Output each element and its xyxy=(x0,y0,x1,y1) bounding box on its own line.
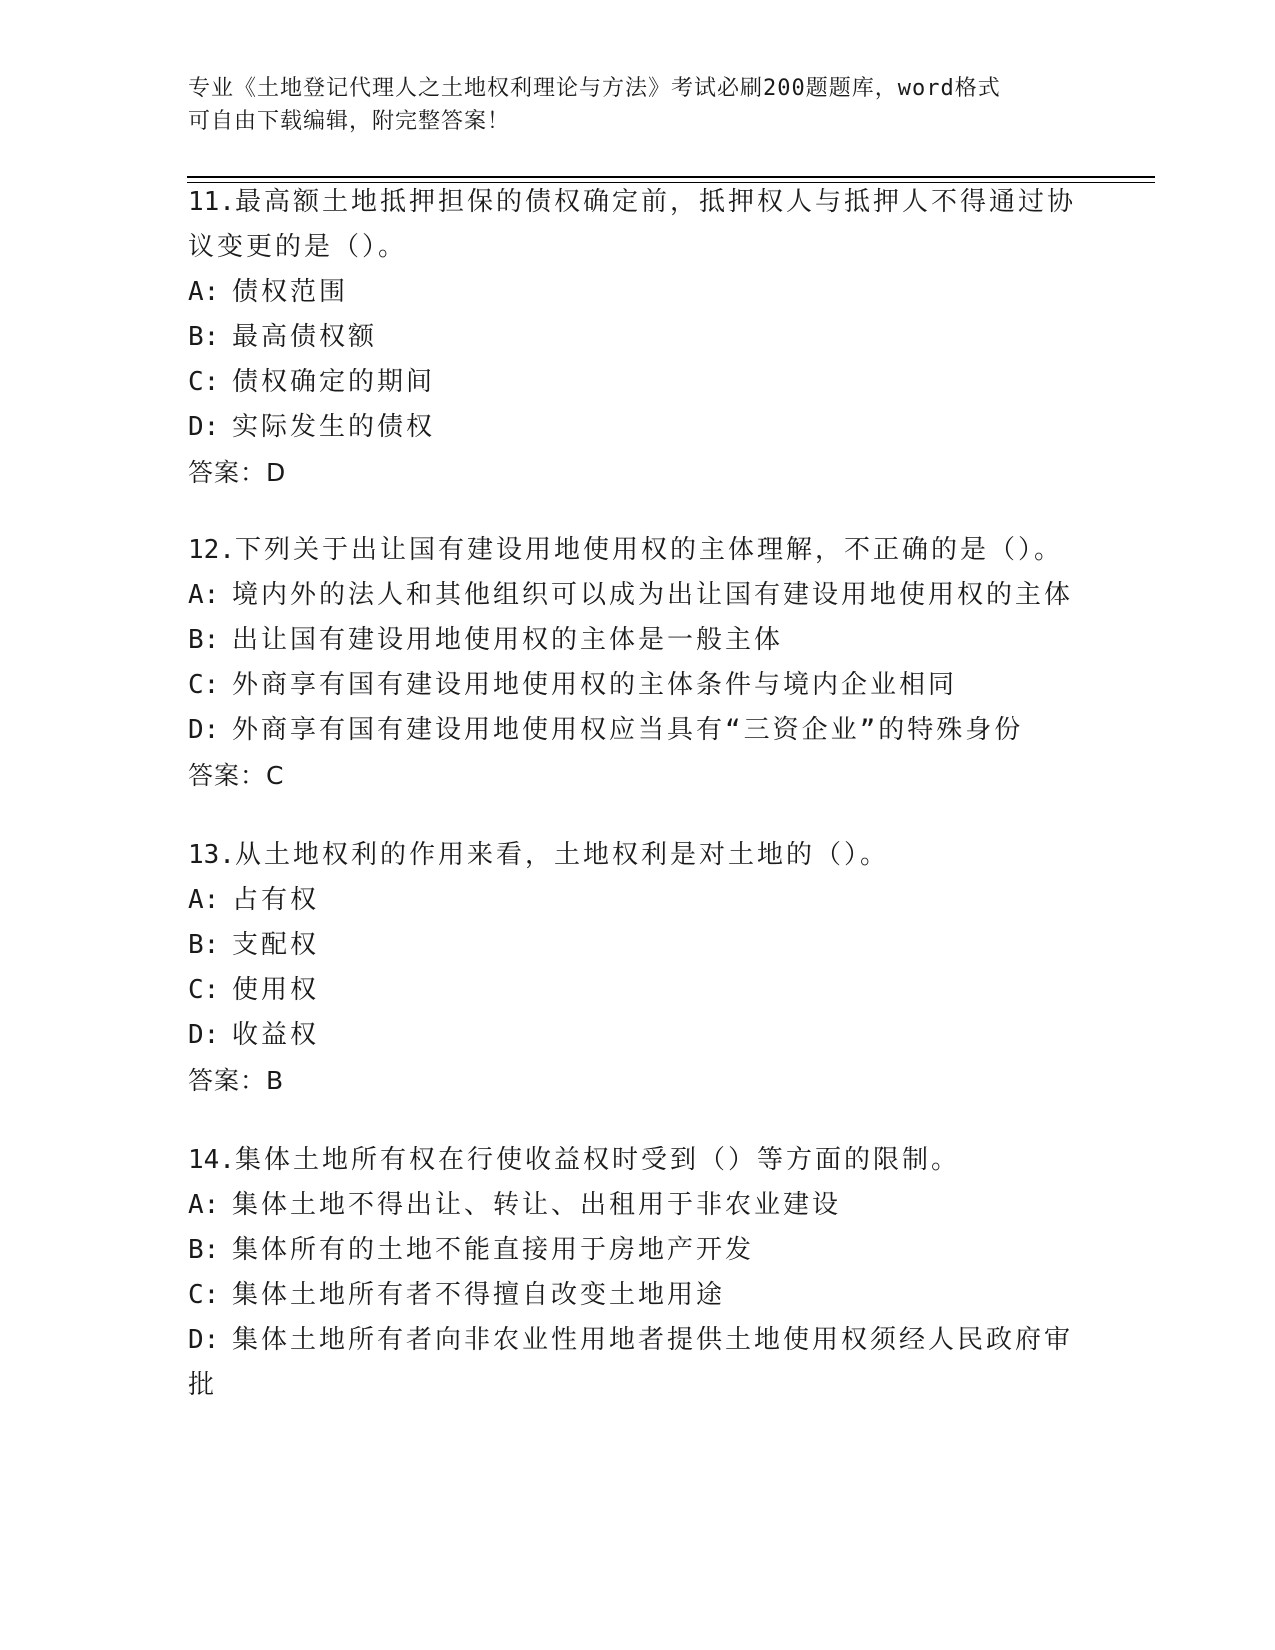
option-b xyxy=(188,618,1088,663)
answer-line: 答案：C xyxy=(188,761,285,790)
question-stem-line-1: 最高额土地抵押担保的债权确定前，抵押权人与抵押人不得通过协 xyxy=(234,187,1076,217)
question-number: 14. xyxy=(188,1145,235,1175)
question-13 xyxy=(188,833,1088,1103)
option-key: A: xyxy=(188,277,220,307)
option-key: C: xyxy=(188,367,220,397)
option-text: 集体土地不得出让、转让、出租用于非农业建设 xyxy=(232,1190,842,1220)
option-text: 占有权 xyxy=(232,885,320,915)
option-text: 收益权 xyxy=(232,1020,320,1050)
answer-line: 答案：B xyxy=(188,1066,285,1095)
option-a xyxy=(188,270,1088,315)
question-stem-line-1: 从土地权利的作用来看，土地权利是对土地的（）。 xyxy=(234,840,889,870)
option-a xyxy=(188,573,1088,618)
option-key: B: xyxy=(188,1235,220,1265)
question-stem xyxy=(188,528,1088,573)
option-c xyxy=(188,663,1088,708)
option-d xyxy=(188,1318,1088,1363)
question-stem-line-1: 集体土地所有权在行使收益权时受到（）等方面的限制。 xyxy=(234,1145,960,1175)
question-number: 11. xyxy=(188,187,235,217)
option-text: 债权范围 xyxy=(232,277,349,307)
option-b xyxy=(188,923,1088,968)
option-d xyxy=(188,405,1088,450)
option-text: 实际发生的债权 xyxy=(232,412,436,442)
option-text: 最高债权额 xyxy=(232,322,378,352)
option-key: D: xyxy=(188,1325,220,1355)
option-c xyxy=(188,968,1088,1013)
question-stem-line-2: 议变更的是（）。 xyxy=(188,232,408,262)
option-key: B: xyxy=(188,930,220,960)
question-stem xyxy=(188,1138,1088,1183)
option-c xyxy=(188,1273,1088,1318)
option-key: A: xyxy=(188,1190,220,1220)
answer-line: 答案：D xyxy=(188,458,287,487)
option-key: B: xyxy=(188,625,220,655)
option-key: C: xyxy=(188,1280,220,1310)
option-key: D: xyxy=(188,412,220,442)
option-c xyxy=(188,360,1088,405)
option-key: C: xyxy=(188,670,220,700)
option-text: 境内外的法人和其他组织可以成为出让国有建设用地使用权的主体 xyxy=(232,580,1074,610)
option-a xyxy=(188,878,1088,923)
question-number: 13. xyxy=(188,840,235,870)
header-line-1: 专业《土地登记代理人之土地权利理论与方法》考试必刷200题题库，word格式 xyxy=(188,76,1001,101)
option-text: 债权确定的期间 xyxy=(232,367,436,397)
option-text: 集体土地所有者向非农业性用地者提供土地使用权须经人民政府审 xyxy=(232,1325,1074,1355)
question-12 xyxy=(188,528,1088,798)
option-text: 支配权 xyxy=(232,930,320,960)
question-14 xyxy=(188,1138,1088,1408)
header-divider-thick xyxy=(187,176,1155,178)
option-a xyxy=(188,1183,1088,1228)
option-key: D: xyxy=(188,715,220,745)
option-text: 集体所有的土地不能直接用于房地产开发 xyxy=(232,1235,755,1265)
question-stem-line-1: 下列关于出让国有建设用地使用权的主体理解，不正确的是（）。 xyxy=(234,535,1063,565)
option-text: 使用权 xyxy=(232,975,320,1005)
option-d-continuation: 批 xyxy=(188,1370,218,1400)
option-text: 外商享有国有建设用地使用权的主体条件与境内企业相同 xyxy=(232,670,958,700)
option-key: D: xyxy=(188,1020,220,1050)
header-line-2: 可自由下载编辑，附完整答案！ xyxy=(188,109,511,134)
question-stem xyxy=(188,180,1088,225)
document-header xyxy=(188,72,1068,138)
option-key: C: xyxy=(188,975,220,1005)
option-d xyxy=(188,708,1088,753)
option-d xyxy=(188,1013,1088,1058)
option-key: A: xyxy=(188,580,220,610)
option-text: 集体土地所有者不得擅自改变土地用途 xyxy=(232,1280,726,1310)
question-stem xyxy=(188,833,1088,878)
question-number: 12. xyxy=(188,535,235,565)
option-key: B: xyxy=(188,322,220,352)
option-b xyxy=(188,1228,1088,1273)
option-key: A: xyxy=(188,885,220,915)
question-11 xyxy=(188,180,1088,495)
option-text: 外商享有国有建设用地使用权应当具有“三资企业”的特殊身份 xyxy=(232,715,1024,745)
option-b xyxy=(188,315,1088,360)
option-text: 出让国有建设用地使用权的主体是一般主体 xyxy=(232,625,784,655)
